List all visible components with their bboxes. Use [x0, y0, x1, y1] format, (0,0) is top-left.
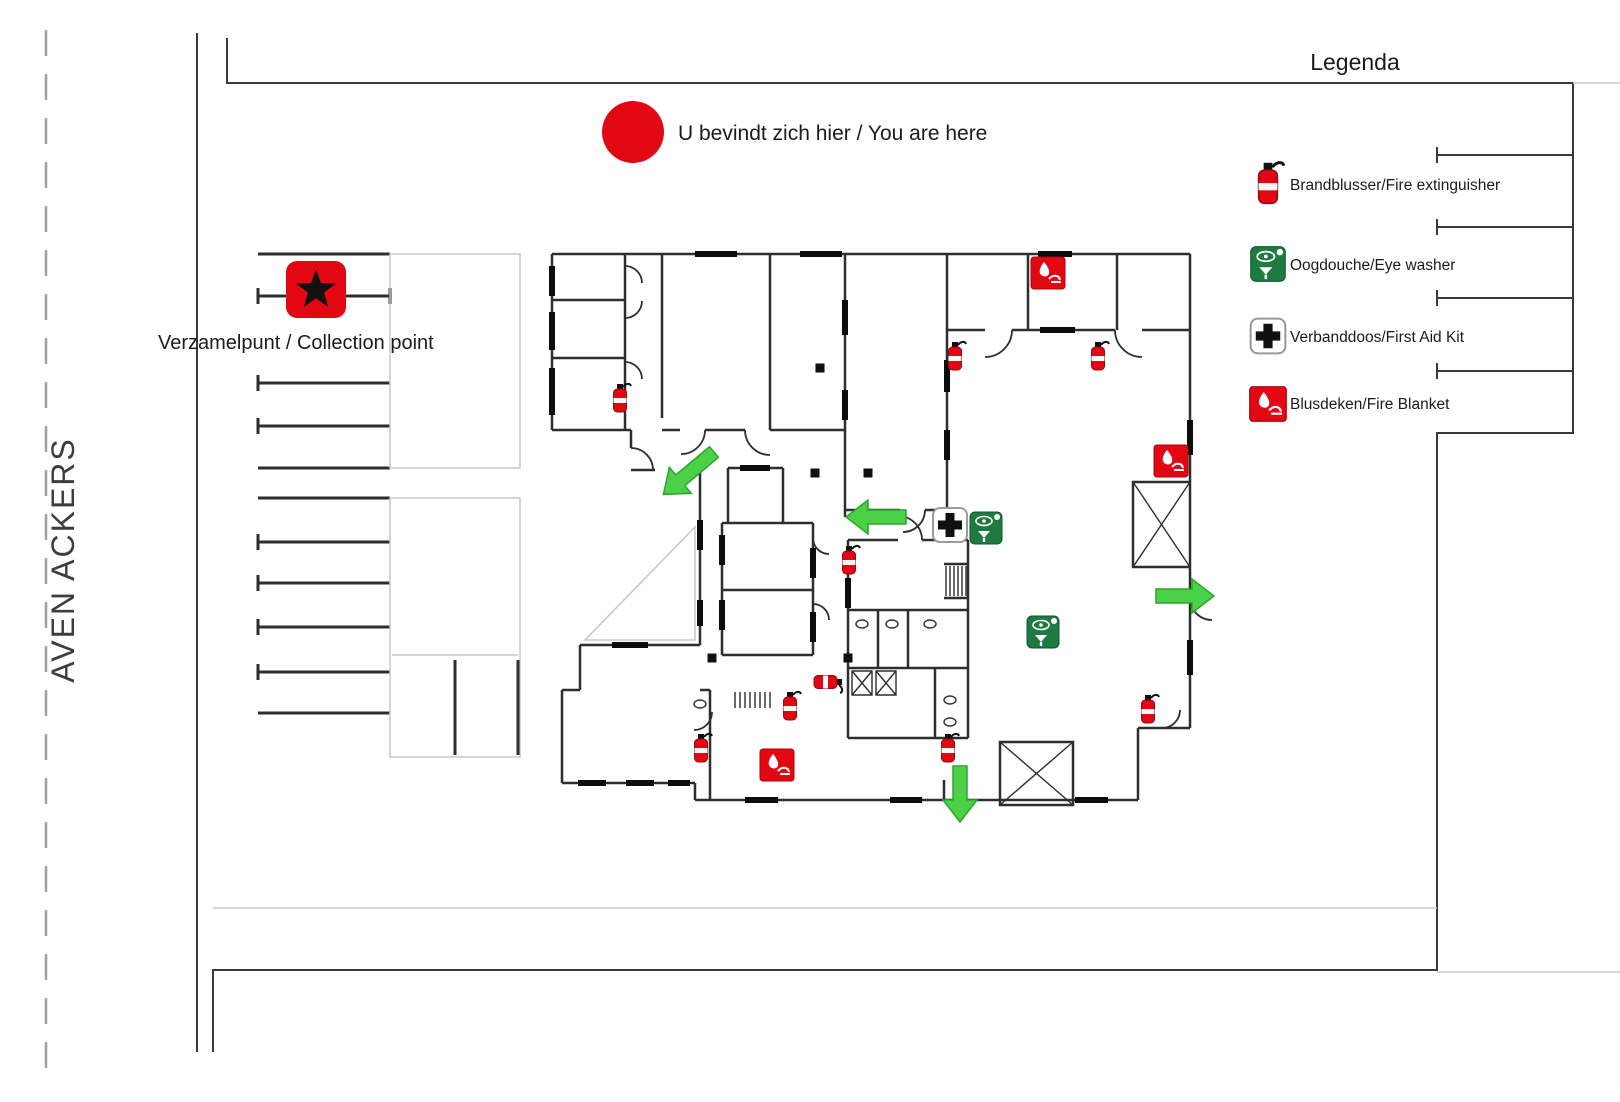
- fire-extinguisher-icon: [1142, 695, 1160, 723]
- toilet-fixtures: [694, 620, 956, 726]
- escape-route-arrow: [653, 439, 725, 507]
- fire-blanket-icon: [1250, 387, 1287, 422]
- you-are-here-marker: [602, 101, 664, 163]
- fire-extinguisher-icon: [1259, 163, 1284, 204]
- escape-route-arrow: [846, 500, 906, 534]
- first-aid-kit-icon: [1251, 319, 1286, 354]
- fire-extinguisher-icon: [1092, 342, 1110, 370]
- first-aid-kit-icon: [933, 508, 967, 542]
- you-are-here-label: U bevindt zich hier / You are here: [678, 122, 988, 145]
- escape-route-arrow: [943, 766, 977, 822]
- legend-item-label: Brandblusser/Fire extinguisher: [1290, 177, 1501, 194]
- eye-washer-icon: [970, 512, 1002, 544]
- collection-point-label: Verzamelpunt / Collection point: [158, 332, 434, 354]
- fire-extinguisher-icon: [784, 692, 802, 720]
- legend-item-label: Blusdeken/Fire Blanket: [1290, 396, 1450, 413]
- building-walls: [552, 254, 1190, 805]
- fire-extinguisher-icon: [814, 676, 842, 694]
- column-marker: [816, 364, 825, 373]
- legend-item-label: Oogdouche/Eye washer: [1290, 257, 1456, 274]
- eye-washer-icon: [1251, 247, 1286, 282]
- fire-blanket-icon: [1154, 445, 1188, 477]
- shaft-cross-bracing: [852, 482, 1190, 805]
- legend-title: Legenda: [1310, 49, 1400, 75]
- legend-item-label: Verbanddoos/First Aid Kit: [1290, 329, 1465, 346]
- column-marker: [708, 654, 717, 663]
- legend-panel: [1250, 49, 1501, 421]
- fire-blanket-icon: [760, 749, 794, 781]
- street-label: AVEN ACKERS: [45, 437, 81, 683]
- collection-point-icon: [286, 261, 346, 318]
- outdoor-ramp-triangle: [585, 527, 695, 640]
- column-marker: [811, 469, 820, 478]
- fire-extinguisher-icon: [614, 384, 632, 412]
- fire-extinguisher-icon: [843, 546, 861, 574]
- eye-washer-icon: [1027, 616, 1059, 648]
- column-marker: [844, 654, 853, 663]
- escape-route-arrow: [1156, 579, 1214, 613]
- window-door-marks: [552, 254, 1190, 800]
- parking-block-lower: [258, 498, 390, 713]
- bike-shed-walls: [455, 660, 518, 755]
- column-marker: [864, 469, 873, 478]
- fire-blanket-icon: [1031, 257, 1065, 289]
- fire-extinguisher-icon: [949, 342, 967, 370]
